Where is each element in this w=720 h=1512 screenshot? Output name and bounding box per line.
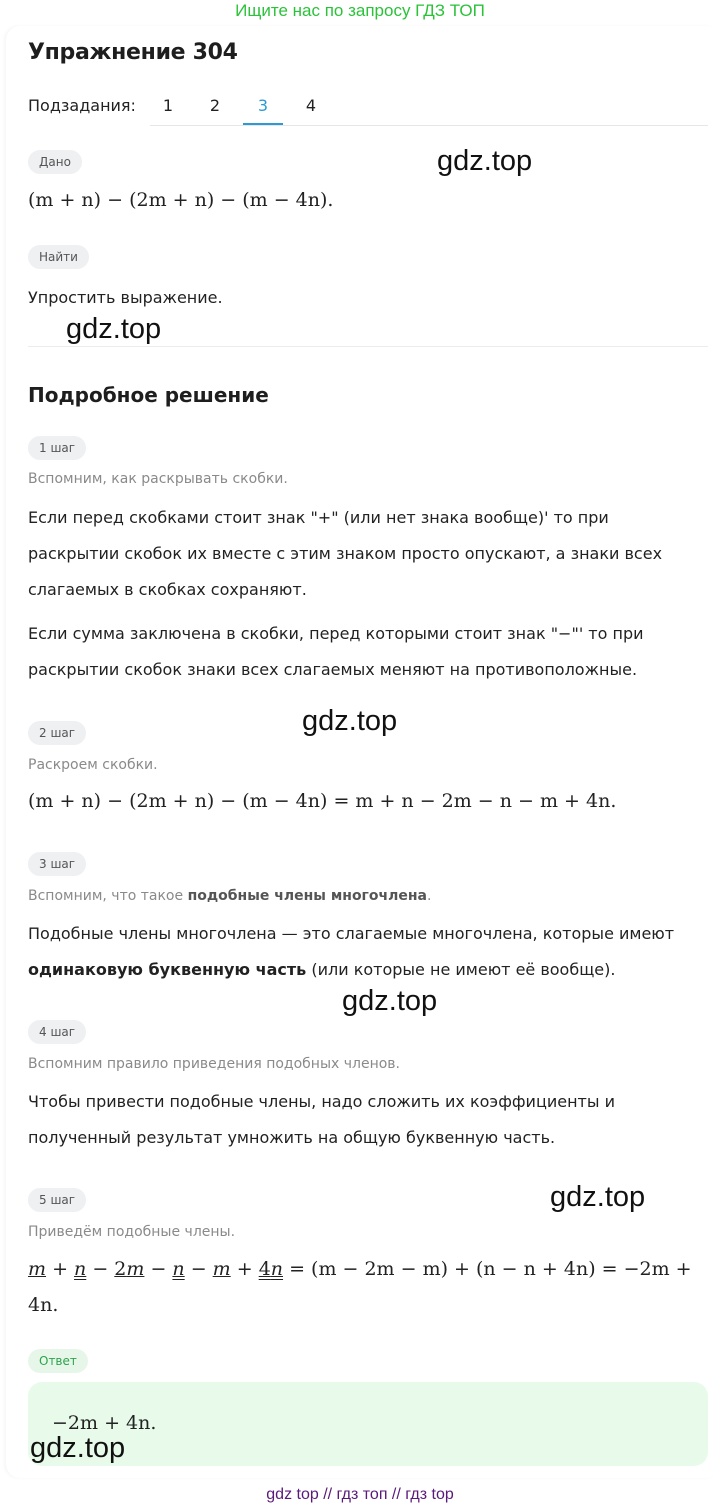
term-2m: 2m [114, 1258, 145, 1280]
watermark: gdz.top [342, 985, 438, 1017]
step-3-hint-suffix: . [426, 888, 432, 904]
term-4n: 4n [258, 1258, 284, 1280]
watermark: gdz.top [302, 705, 398, 737]
step-2-expression: (m + n) − (2m + n) − (m − 4n) = m + n − 2m − n − m + 4n. [28, 790, 617, 812]
subtabs-divider [150, 125, 708, 126]
step-3-hint [28, 888, 431, 904]
watermark: gdz.top [30, 1432, 126, 1464]
find-pill: Найти [28, 245, 89, 269]
step-5-hint: Приведём подобные члены. [28, 1224, 236, 1240]
step-3-pill: 3 шаг [28, 852, 86, 876]
subtasks-label: Подзадания: [28, 96, 136, 115]
active-tab-indicator [243, 123, 283, 125]
step-5-expression-line-2: 4n. [28, 1294, 59, 1316]
subtask-tab-3[interactable]: 3 [257, 96, 269, 115]
watermark: gdz.top [66, 313, 162, 345]
step-5-expression-line-1: m + n − 2m − n − m + 4n = (m − 2m − m) + (n − n + 4n) = −2m + [28, 1258, 692, 1280]
subtask-tab-2[interactable]: 2 [209, 96, 221, 115]
step-1-paragraph-2: Если сумма заключена в скобки, перед которыми стоит знак "−"' то при раскрытии скобок знаки всех слагаемых меняют на противоположные. [28, 624, 644, 679]
step-3-paragraph-prefix: Подобные члены многочлена — это слагаемые многочлена, которые имеют [28, 924, 675, 943]
step-3-hint-bold: подобные члены многочлена [187, 888, 427, 904]
term-m: m [28, 1258, 47, 1280]
answer-expression: −2m + 4n. [52, 1412, 157, 1434]
step-2-pill: 2 шаг [28, 721, 86, 745]
step-1-hint: Вспомним, как раскрывать скобки. [28, 471, 288, 487]
search-banner[interactable]: Ищите нас по запросу ГДЗ ТОП [235, 1, 485, 20]
watermark: gdz.top [550, 1181, 646, 1213]
term-n: n [172, 1258, 185, 1280]
given-expression: (m + n) − (2m + n) − (m − 4n). [28, 189, 334, 211]
subtask-tab-1[interactable]: 1 [162, 96, 174, 115]
step-5-expression-rest: = (m − 2m − m) + (n − n + 4n) = −2m + [283, 1258, 692, 1280]
step-3-paragraph-suffix: (или которые не имеют её вообще). [306, 960, 616, 979]
solution-title: Подробное решение [28, 383, 269, 407]
step-4-paragraph: Чтобы привести подобные члены, надо сложить их коэффициенты и полученный результат умножить на общую буквенную часть. [28, 1092, 615, 1147]
step-3-hint-prefix: Вспомним, что такое [28, 888, 188, 904]
step-2-hint: Раскроем скобки. [28, 757, 158, 773]
subtask-tab-4[interactable]: 4 [305, 96, 317, 115]
page-title: Упражнение 304 [28, 40, 238, 65]
step-1-pill: 1 шаг [28, 436, 86, 460]
given-pill: Дано [28, 150, 82, 174]
step-3-paragraph-bold: одинаковую буквенную часть [28, 960, 307, 979]
step-1-paragraph-1: Если перед скобками стоит знак "+" (или нет знака вообще)' то при раскрытии скобок их вместе с этим знаком просто опускают, а знаки всех слагаемых в скобках сохраняют. [28, 508, 663, 599]
step-4-pill: 4 шаг [28, 1020, 86, 1044]
term-m: m [212, 1258, 231, 1280]
step-4-hint: Вспомним правило приведения подобных членов. [28, 1056, 400, 1072]
section-divider [28, 346, 708, 347]
watermark: gdz.top [437, 145, 533, 177]
footer-links[interactable]: gdz top // гдз топ // гдз top [266, 1486, 454, 1503]
find-text: Упростить выражение. [28, 288, 223, 307]
answer-pill: Ответ [28, 1349, 88, 1373]
step-3-paragraph [28, 916, 698, 988]
term-n: n [74, 1258, 87, 1280]
step-5-pill: 5 шаг [28, 1188, 86, 1212]
